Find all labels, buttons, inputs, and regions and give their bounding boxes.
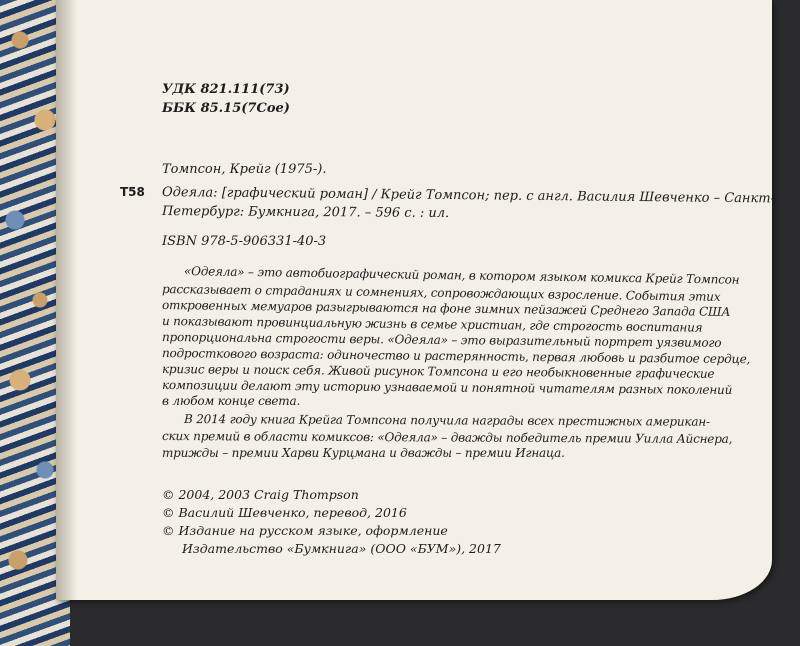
- author-sign: Т58: [120, 185, 145, 199]
- annotation-line: подросткового возраста: одиночество и растерянность, первая любовь и разбитое сердце,: [161, 346, 751, 367]
- page-gutter: [56, 0, 78, 600]
- copyright-line: © Василий Шевченко, перевод, 2016: [162, 505, 407, 520]
- annotation-line: композиции делают эту историю узнаваемой и понятной читателям разных поколений: [161, 378, 733, 397]
- biblio-line-1: Одеяла: [графический роман] / Крейг Томпсон; пер. с англ. Василия Шевченко – Санкт-: [161, 185, 776, 207]
- annotation-line: кризис веры и поиск себя. Живой рисунок Томпсона и его необыкновенные графические: [161, 362, 715, 381]
- bbk-code: ББК 85.15(7Сое): [162, 101, 290, 116]
- annotation-line: трижды – премии Харви Курцмана и дважды – премии Игнаца.: [162, 446, 565, 460]
- copyright-line: © Издание на русском языке, оформление: [162, 523, 448, 538]
- annotation-line: откровенных мемуаров разыгрываются на фоне зимних пейзажей Среднего Запада США: [161, 298, 731, 319]
- annotation-line: в любом конце света.: [162, 394, 301, 408]
- author-line: Томпсон, Крейг (1975-).: [162, 162, 327, 177]
- udk-code: УДК 821.111(73): [162, 82, 290, 97]
- annotation-line: и показывают провинциальную жизнь в семье христиан, где строгость воспитания: [161, 314, 703, 335]
- annotation-line: ских премий в области комиксов: «Одеяла» – дважды победитель премии Уилла Айснера,: [161, 429, 733, 446]
- annotation-line: рассказывает о страданиях и сомнениях, сопровождающих взросление. События этих: [161, 282, 721, 304]
- annotation-line: пропорциональна строгости веры. «Одеяла» – это выразительный портрет уязвимого: [161, 330, 722, 350]
- annotation-line: «Одеяла» – это автобиографический роман, в котором языком комикса Крейг Томпсон: [183, 264, 740, 287]
- copyright-line: Издательство «Бумкнига» (ООО «БУМ»), 2017: [182, 541, 501, 556]
- biblio-line-2: Петербург: Бумкнига, 2017. – 596 с. : ил.: [161, 204, 450, 222]
- copyright-line: © 2004, 2003 Craig Thompson: [162, 487, 359, 502]
- isbn: ISBN 978-5-906331-40-3: [162, 234, 327, 249]
- annotation-line: В 2014 году книга Крейга Томпсона получила награды всех престижных американ-: [183, 412, 710, 429]
